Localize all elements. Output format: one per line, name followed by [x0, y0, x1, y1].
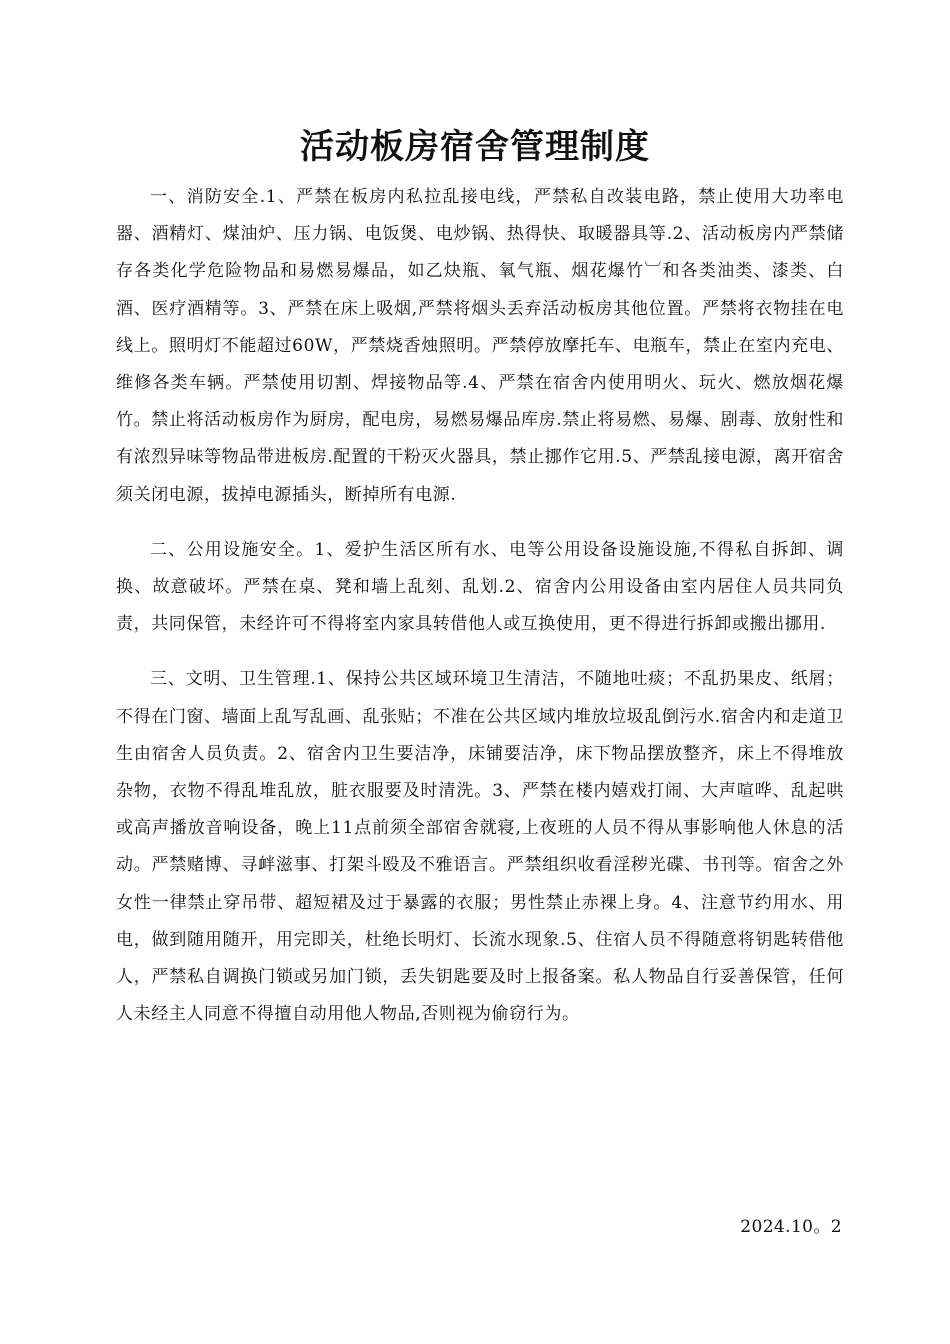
document-title: 活动板房宿舍管理制度: [300, 127, 650, 167]
section-fire-safety: 一、消防安全.1、严禁在板房内私拉乱接电线，严禁私自改装电路，禁止使用大功率电器、酒精灯、煤油炉、压力锅、电饭煲、电炒锅、热得快、取暖器具等.2、活动板房内严禁储存各类化学危险物品和易燃易爆品，如乙炔瓶、氧气瓶、烟花爆竹︺和各类油类、漆类、白酒、医疗酒精等。3、严禁在床上吸烟,严禁将烟头丢弃活动板房其他位置。严禁将衣物挂在电线上。照明灯不能超过60W，严禁烧香烛照明。严禁停放摩托车、电瓶车，禁止在室内充电、维修各类车辆。严禁使用切割、焊接物品等.4、严禁在宿舍内使用明火、玩火、燃放烟花爆竹。禁止将活动板房作为厨房，配电房，易燃易爆品库房.禁止将易燃、易爆、剧毒、放射性和有浓烈异味等物品带进板房.配置的干粉灭火器具，禁止挪作它用.5、严禁乱接电源，离开宿舍须关闭电源，拔掉电源插头，断掉所有电源.: [116, 187, 844, 505]
section-hygiene-management: 三、文明、卫生管理.1、保持公共区域环境卫生清洁，不随地吐痰；不乱扔果皮、纸屑；不得在门窗、墙面上乱写乱画、乱张贴；不准在公共区域内堆放垃圾乱倒污水.宿舍内和走道卫生由宿舍人员负责。2、宿舍内卫生要洁净，床铺要洁净，床下物品摆放整齐，床上不得堆放杂物，衣物不得乱堆乱放，脏衣服要及时清洗。3、严禁在楼内嬉戏打闹、大声喧哗、乱起哄或高声播放音响设备，晚上11点前须全部宿舍就寝,上夜班的人员不得从事影响他人休息的活动。严禁赌博、寻衅滋事、打架斗殴及不雅语言。严禁组织收看淫秽光碟、书刊等。宿舍之外女性一律禁止穿吊带、超短裙及过于暴露的衣服；男性禁止赤裸上身。4、注意节约用水、用电，做到随用随开，用完即关，杜绝长明灯、长流水现象.5、住宿人员不得随意将钥匙转借他人，严禁私自调换门锁或另加门锁，丢失钥匙要及时上报备案。私人物品自行妥善保管，任何人未经主人同意不得擅自动用他人物品,否则视为偷窃行为。: [116, 669, 844, 1025]
document-date: 2024.10。2: [740, 1217, 842, 1237]
document-body: [116, 179, 844, 1033]
section-public-facilities: 二、公用设施安全。1、爱护生活区所有水、电等公用设备设施设施,不得私自拆卸、调换、故意破坏。严禁在桌、凳和墙上乱刻、乱划.2、宿舍内公用设备由室内居住人员共同负责，共同保管，未经许可不得将室内家具转借他人或互换使用，更不得进行拆卸或搬出挪用.: [116, 539, 844, 635]
